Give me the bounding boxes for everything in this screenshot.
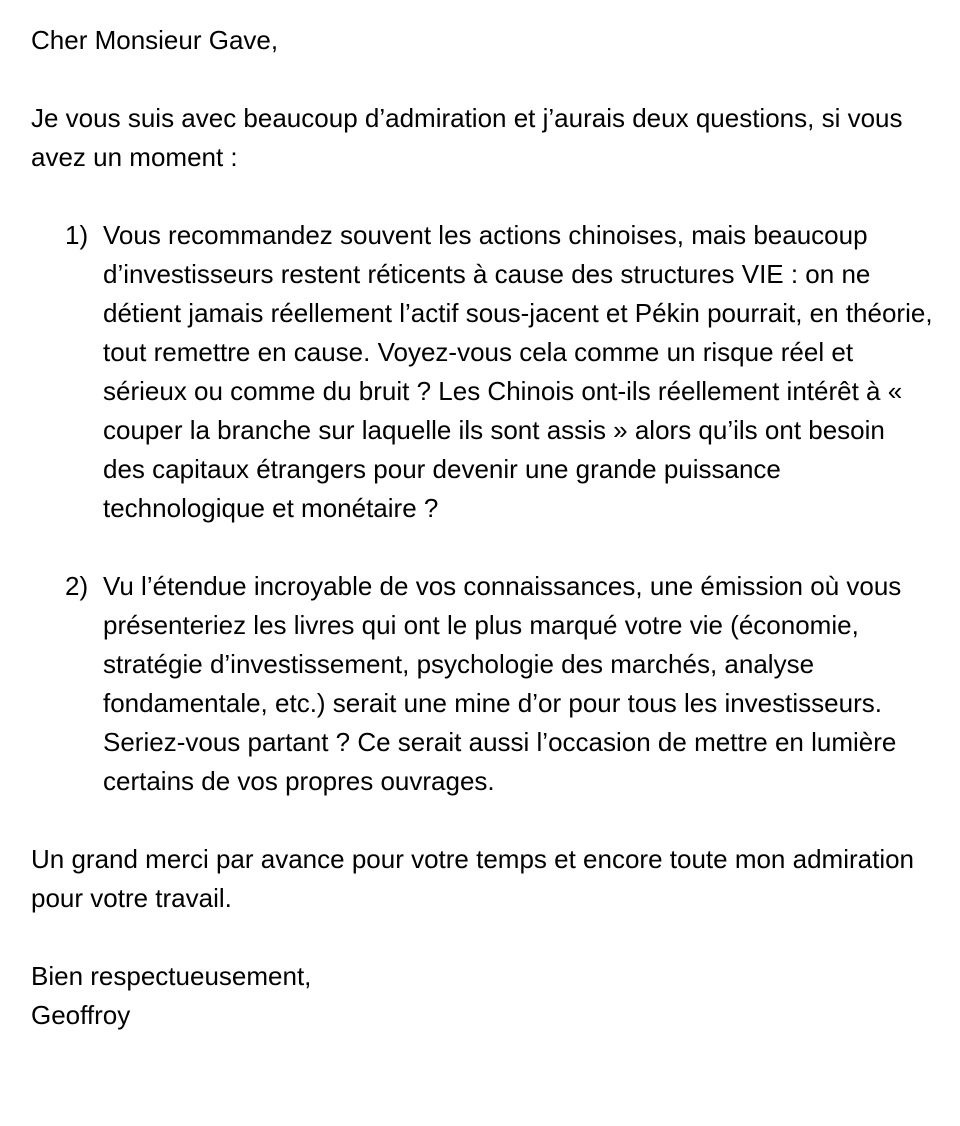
greeting: Cher Monsieur Gave, bbox=[31, 25, 279, 55]
questions-list bbox=[31, 216, 936, 801]
question-number: 1) bbox=[65, 220, 89, 250]
letter-body bbox=[31, 21, 936, 1035]
spacer bbox=[31, 60, 936, 99]
signature: Geoffroy bbox=[31, 1000, 131, 1030]
question-number: 2) bbox=[65, 571, 89, 601]
intro-paragraph: Je vous suis avec beaucoup d’admiration et j’aurais deux questions, si vous avez un moment : bbox=[31, 103, 903, 172]
question-text: Vous recommandez souvent les actions chinoises, mais beaucoup d’investisseurs restent réticents à cause des structures VIE : on ne détient jamais réellement l’actif sous-jacent et Pékin pourrait, en théorie, tout remettre en cause. Voyez-vous cela comme un risque réel et sérieux ou comme du bruit ? Les Chinois ont-ils réellement intérêt à « couper la branche sur laquelle ils sont assis » alors qu’ils ont besoin des capitaux étrangers pour devenir une grande puissance technologique et monétaire ? bbox=[103, 220, 933, 523]
question-item-1 bbox=[31, 216, 936, 528]
spacer bbox=[31, 177, 936, 216]
question-item-2 bbox=[31, 567, 936, 801]
question-text: Vu l’étendue incroyable de vos connaissances, une émission où vous présenteriez les livres qui ont le plus marqué votre vie (économie, stratégie d’investissement, psychologie des marchés, analyse fondamentale, etc.) serait une mine d’or pour tous les investisseurs. Seriez-vous partant ? Ce serait aussi l’occasion de mettre en lumière certains de vos propres ouvrages. bbox=[103, 571, 902, 796]
thanks-paragraph: Un grand merci par avance pour votre temps et encore toute mon admiration pour votre travail. bbox=[31, 844, 915, 913]
spacer bbox=[31, 528, 936, 567]
spacer bbox=[31, 801, 936, 840]
closing: Bien respectueusement, bbox=[31, 961, 312, 991]
spacer bbox=[31, 918, 936, 957]
